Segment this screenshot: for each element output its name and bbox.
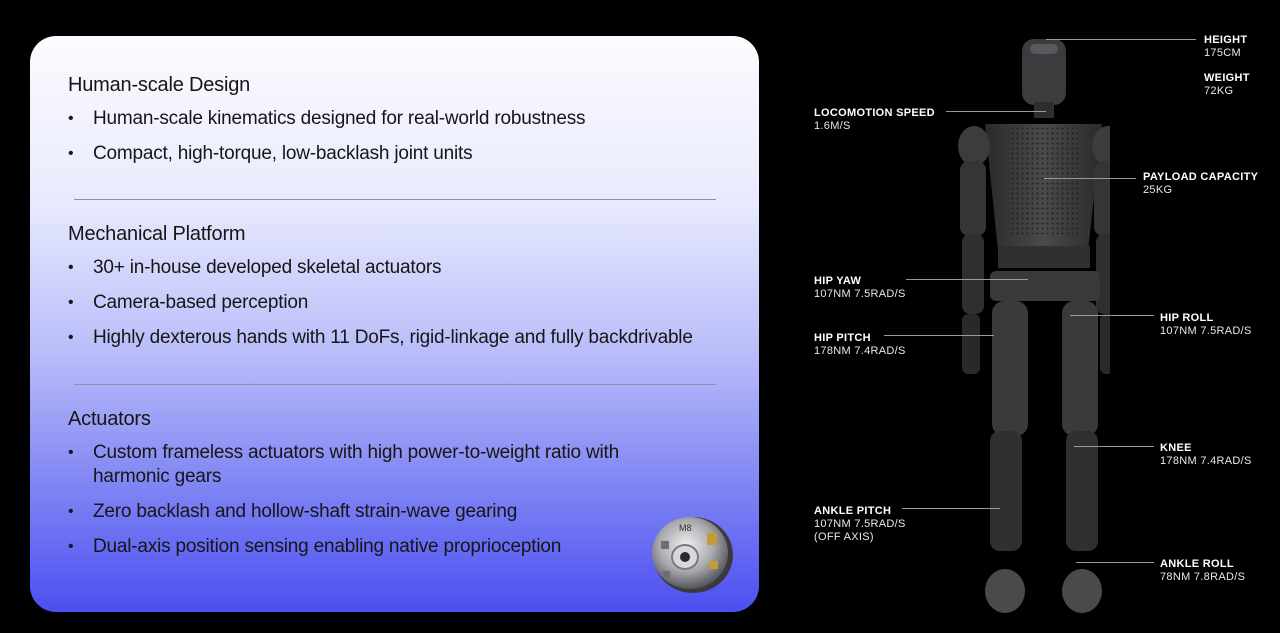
section-title: Actuators <box>68 408 151 430</box>
spec-label: ANKLE ROLL <box>1160 558 1234 570</box>
spec-label: HIP YAW <box>814 275 862 287</box>
spec-hip-pitch <box>814 332 906 358</box>
spec-label: KNEE <box>1160 442 1192 454</box>
spec-knee <box>1160 442 1252 468</box>
spec-value: 107NM 7.5RAD/S <box>814 518 906 530</box>
spec-weight <box>1204 72 1250 98</box>
section-human-scale-design <box>68 74 718 177</box>
spec-locomotion-speed <box>814 107 935 133</box>
spec-payload-capacity <box>1143 171 1258 197</box>
spec-value: 78NM 7.8RAD/S <box>1160 571 1246 583</box>
actuator-label: M8 <box>679 523 692 533</box>
section-actuators <box>68 408 718 570</box>
leader-line <box>1046 39 1196 40</box>
leader-line <box>1074 446 1154 447</box>
spec-ankle-pitch <box>814 505 906 544</box>
section-divider <box>74 384 716 385</box>
section-title: Mechanical Platform <box>68 223 246 245</box>
features-panel <box>30 36 759 612</box>
spec-value: 107NM 7.5RAD/S <box>1160 325 1252 337</box>
spec-hip-roll <box>1160 312 1252 338</box>
list-item: • Highly dexterous hands with 11 DoFs, rigid-linkage and fully backdrivable <box>68 326 718 350</box>
spec-label: HIP ROLL <box>1160 312 1214 324</box>
list-item: • Zero backlash and hollow-shaft strain-wave gearing <box>68 500 718 524</box>
spec-note: (OFF AXIS) <box>814 531 874 543</box>
leader-line <box>1070 315 1154 316</box>
spec-hip-yaw <box>814 275 906 301</box>
spec-label: HIP PITCH <box>814 332 871 344</box>
list-item: • 30+ in-house developed skeletal actuators <box>68 256 718 280</box>
list-item: • Camera-based perception <box>68 291 718 315</box>
list-item: • Human-scale kinematics designed for real-world robustness <box>68 107 718 131</box>
section-divider <box>74 199 716 200</box>
spec-ankle-roll <box>1160 558 1245 584</box>
leader-line <box>906 279 1028 280</box>
leader-line <box>1044 178 1136 179</box>
section-title: Human-scale Design <box>68 74 251 96</box>
spec-label: HEIGHT <box>1204 34 1248 46</box>
spec-value: 72KG <box>1204 85 1234 97</box>
spec-value: 25KG <box>1143 184 1173 196</box>
spec-height <box>1204 34 1247 60</box>
spec-label: WEIGHT <box>1204 72 1250 84</box>
spec-value: 178NM 7.4RAD/S <box>814 345 906 357</box>
spec-label: PAYLOAD CAPACITY <box>1143 171 1259 183</box>
bullet-list <box>68 256 718 350</box>
robot-image <box>930 36 1110 616</box>
spec-label: ANKLE PITCH <box>814 505 892 517</box>
list-item: • Dual-axis position sensing enabling native proprioception <box>68 535 718 559</box>
spec-label: LOCOMOTION SPEED <box>814 107 935 119</box>
list-item: • Compact, high-torque, low-backlash joint units <box>68 142 718 166</box>
section-mechanical-platform <box>68 223 718 361</box>
leader-line <box>1076 562 1154 563</box>
bullet-list <box>68 107 718 166</box>
spec-value: 1.6M/S <box>814 120 851 132</box>
spec-value: 175CM <box>1204 47 1241 59</box>
spec-value: 178NM 7.4RAD/S <box>1160 455 1252 467</box>
spec-value: 107NM 7.5RAD/S <box>814 288 906 300</box>
leader-line <box>946 111 1046 112</box>
actuator-image <box>647 511 737 596</box>
list-item: • Custom frameless actuators with high power-to-weight ratio with harmonic gears <box>68 441 653 489</box>
bullet-list <box>68 441 718 559</box>
leader-line <box>902 508 1000 509</box>
